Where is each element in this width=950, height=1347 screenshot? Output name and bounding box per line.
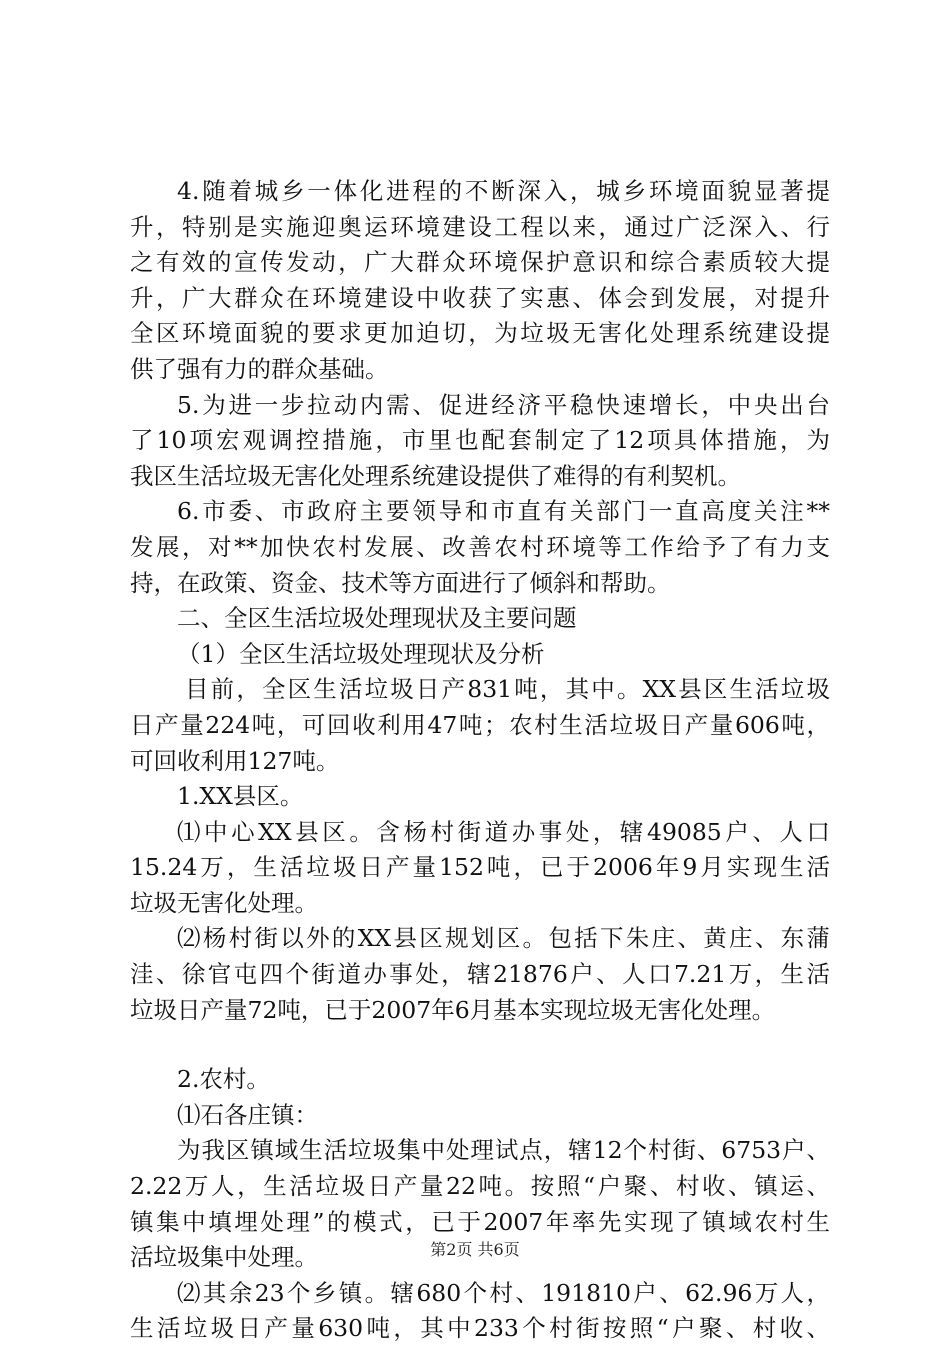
overview-line-3: 可回收利用127吨。 [130, 746, 340, 775]
county-item-2-line-1: ⑵杨村街以外的XX县区规划区。包括下朱庄、黄庄、东蒲 [177, 924, 830, 953]
county-item-1-line-1: ⑴中心XX县区。含杨村街道办事处，辖49085户、人口 [177, 817, 830, 846]
paragraph-4-line-1: 4.随着城乡一体化进程的不断深入，城乡环境面貌显著提 [177, 177, 830, 205]
rural-item-2-line-2: 生活垃圾日产量630吨，其中233个村街按照“户聚、村收、 [130, 1314, 830, 1343]
county-item-1-line-3: 垃圾无害化处理。 [130, 888, 318, 917]
paragraph-4-line-3: 之有效的宣传发动，广大群众环境保护意识和综合素质较大提 [130, 248, 830, 277]
rural-item-1-line-3: 镇集中填埋处理”的模式，已于2007年率先实现了镇域农村生 [130, 1207, 830, 1236]
paragraph-6-line-1: 6.市委、市政府主要领导和市直有关部门一直高度关注** [177, 497, 830, 526]
section-heading: 二、全区生活垃圾处理现状及主要问题 [177, 604, 577, 633]
county-item-2-line-2: 洼、徐官屯四个街道办事处，辖21876户、人口7.21万，生活 [130, 960, 830, 989]
county-item-2-line-3: 垃圾日产量72吨，已于2007年6月基本实现垃圾无害化处理。 [130, 995, 776, 1024]
rural-item-1-line-1: 为我区镇域生活垃圾集中处理试点，辖12个村街、6753户、 [177, 1136, 830, 1165]
paragraph-5-line-3: 我区生活垃圾无害化处理系统建设提供了难得的有利契机。 [130, 461, 741, 490]
rural-item-2-line-1: ⑵其余23个乡镇。辖680个村、191810户、62.96万人， [177, 1278, 830, 1307]
document-body [130, 174, 830, 1347]
rural-item-1-title: ⑴石各庄镇： [177, 1100, 318, 1129]
county-item-1-line-2: 15.24万，生活垃圾日产量152吨，已于2006年9月实现生活 [130, 853, 830, 882]
subsection-heading: （1）全区生活垃圾处理现状及分析 [177, 639, 545, 668]
paragraph-4-line-5: 全区环境面貌的要求更加迫切，为垃圾无害化处理系统建设提 [130, 319, 830, 348]
paragraph-4-line-6: 供了强有力的群众基础。 [130, 354, 389, 383]
rural-item-1-line-4: 活垃圾集中处理。 [130, 1243, 318, 1272]
county-heading: 1.XX县区。 [177, 782, 304, 811]
rural-heading: 2.农村。 [177, 1065, 270, 1094]
paragraph-5-line-2: 了10项宏观调控措施，市里也配套制定了12项具体措施，为 [130, 426, 830, 455]
paragraph-6-line-3: 持，在政策、资金、技术等方面进行了倾斜和帮助。 [130, 568, 671, 597]
rural-item-1-line-2: 2.22万人，生活垃圾日产量22吨。按照“户聚、村收、镇运、 [130, 1172, 830, 1201]
overview-line-2: 日产量224吨，可回收利用47吨；农村生活垃圾日产量606吨， [130, 710, 830, 739]
paragraph-6-line-2: 发展，对**加快农村发展、改善农村环境等工作给予了有力支 [130, 532, 830, 561]
paragraph-4-line-4: 升，广大群众在环境建设中收获了实惠、体会到发展，对提升 [130, 283, 830, 312]
overview-line-1: 目前，全区生活垃圾日产831吨，其中。XX县区生活垃圾 [185, 675, 830, 704]
paragraph-4-line-2: 升，特别是实施迎奥运环境建设工程以来，通过广泛深入、行 [130, 212, 830, 241]
paragraph-5-line-1: 5.为进一步拉动内需、促进经济平稳快速增长，中央出台 [177, 390, 830, 419]
blank-spacer [130, 1028, 830, 1062]
page-number-footer: 第2页 共6页 [430, 1240, 520, 1259]
